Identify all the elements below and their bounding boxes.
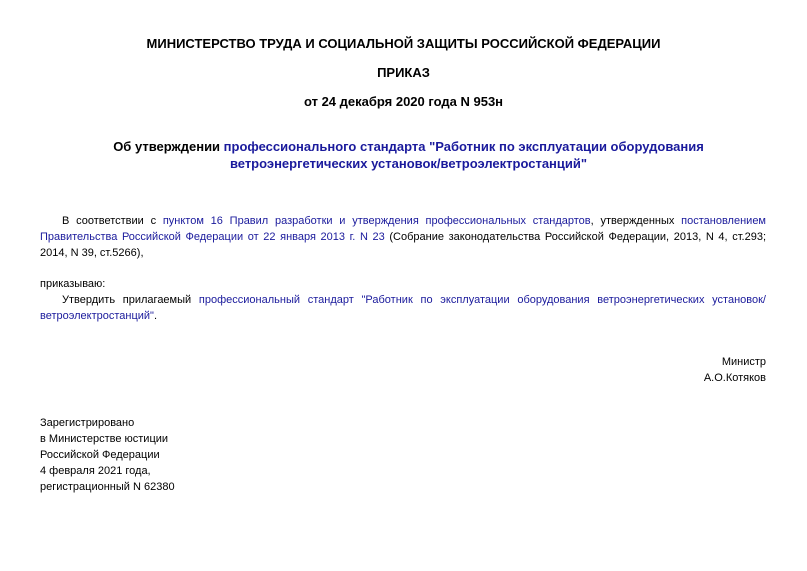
para1-text-3: (Собрание законодательства Российской Федерации, 2013, N 4, ст.293; 2014, N 39, ст.5266), xyxy=(40,231,767,259)
title-prefix: Об утверждении xyxy=(113,139,224,154)
registration-line: Российской Федерации xyxy=(40,449,160,461)
signature-block xyxy=(704,354,766,386)
para2-text-1: Утвердить прилагаемый xyxy=(62,294,199,306)
paragraph-approve xyxy=(40,292,766,324)
signature-position: Министр xyxy=(721,356,766,368)
ministry-heading: МИНИСТЕРСТВО ТРУДА И СОЦИАЛЬНОЙ ЗАЩИТЫ РОССИЙСКОЙ ФЕДЕРАЦИИ xyxy=(146,36,661,51)
document-date-number: от 24 декабря 2020 года N 953н xyxy=(303,94,504,109)
rules-clause-16-link[interactable]: пунктом 16 Правил разработки и утверждения профессиональных стандартов xyxy=(162,215,591,227)
registration-line: Зарегистрировано xyxy=(40,417,135,429)
professional-standard-link[interactable]: профессиональный стандарт "Работник по эксплуатации оборудования ветроэнергетических установок/ветроэлектростанций" xyxy=(40,294,766,322)
paragraph-basis xyxy=(40,213,766,261)
registration-block xyxy=(40,415,175,495)
para2-text-2: . xyxy=(153,310,158,322)
document-type: ПРИКАЗ xyxy=(377,65,430,80)
order-word: приказываю: xyxy=(40,278,106,290)
government-resolution-link[interactable]: постановлением Правительства Российской Федерации от 22 января 2013 г. N 23 xyxy=(40,215,766,243)
signature-name: А.О.Котяков xyxy=(703,372,766,384)
title-standard-link[interactable]: профессионального стандарта "Работник по эксплуатации оборудования ветроэнергетических установок/ветроэлектростанций" xyxy=(223,139,704,171)
para1-text-2: , утвержденных xyxy=(590,215,682,227)
registration-line: регистрационный N 62380 xyxy=(40,481,175,493)
document-title xyxy=(60,138,757,172)
registration-line: в Министерстве юстиции xyxy=(40,433,169,445)
para1-text-1: В соответствии с xyxy=(62,215,163,227)
registration-line: 4 февраля 2021 года, xyxy=(40,465,151,477)
